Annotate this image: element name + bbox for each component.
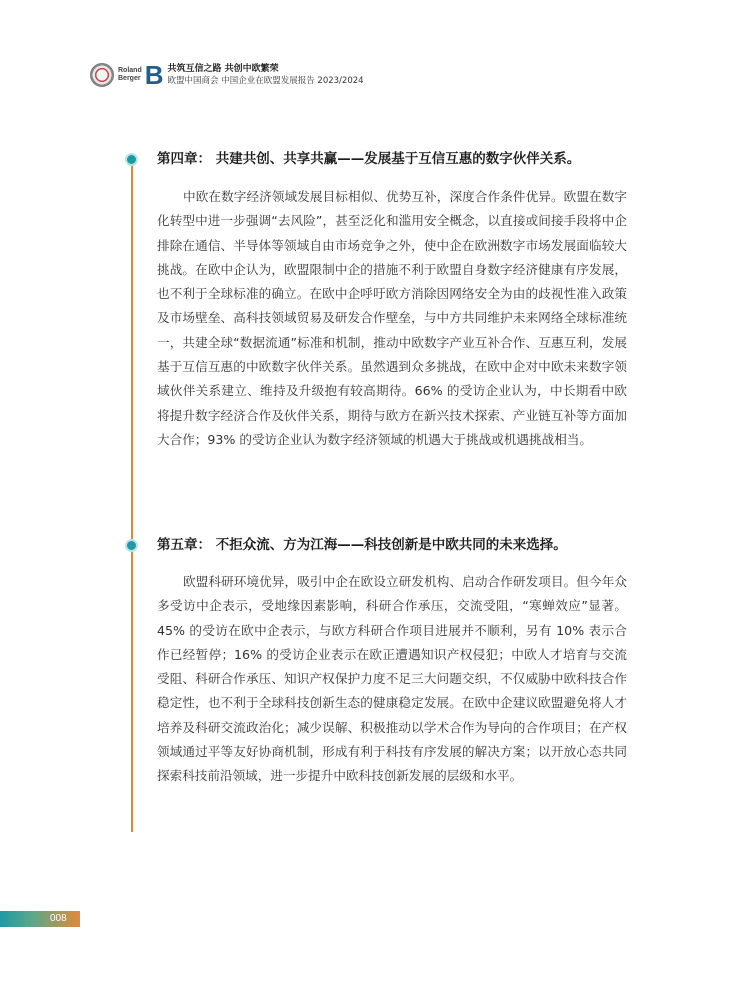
header-titles bbox=[168, 63, 364, 87]
report-slogan: 共筑互信之路 共创中欧繁荣 bbox=[167, 64, 279, 74]
roland-berger-b-logo: B bbox=[144, 60, 164, 90]
chapter-5-paragraph: 欧盟科研环境优异，吸引中企在欧设立研发机构、启动合作研发项目。但今年众多受访中企表示，受地缘因素影响，科研合作承压，交流受阻，“寒蝉效应”显著。45% 的受访在欧中企表示，与欧方科研合作项目进展并不顺利，另有 10% 表示合作已经暂停；16% 的受访企业表示在欧正遭遇知识产权侵犯；中欧人才培育与交流受阻、科研合作承压、知识产权保护力度不足三大问题交织，不仅威胁中欧科技合作稳定性，也不利于全球科技创新生态的健康稳定发展。在欧中企建议欧盟避免将人才培养及科研交流政治化；减少误解、积极推动以学术合作为导向的合作项目；在产权领域通过平等友好协商机制，形成有利于科技有序发展的解决方案；以开放心态共同探索科技前沿领域，进一步提升中欧科技创新发展的层级和水平。 bbox=[157, 574, 627, 784]
chapter-5-bullet-icon bbox=[125, 539, 138, 552]
chamber-seal-logo bbox=[90, 63, 114, 87]
chapter-4-paragraph: 中欧在数字经济领域发展目标相似、优势互补，深度合作条件优异。欧盟在数字化转型中进一步强调“去风险”，甚至泛化和滥用安全概念，以直接或间接手段将中企排除在通信、半导体等领域自由市场竞争之外，使中企在欧洲数字市场发展面临较大挑战。在欧中企认为，欧盟限制中企的措施不利于欧盟自身数字经济健康有序发展，也不利于全球标准的确立。在欧中企呼吁欧方消除因网络安全为由的歧视性准入政策及市场壁垒、高科技领域贸易及研发合作壁垒，与中方共同维护未来网络全球标准统一，共建全球“数据流通”标准和机制，推动中欧数字产业互补合作、互惠互利，发展基于互信互惠的中欧数字伙伴关系。虽然遇到众多挑战，在欧中企对中欧未来数字领域伙伴关系建立、维持及升级抱有较高期待。66% 的受访企业认为，中长期看中欧将提升数字经济合作及伙伴关系，期待与欧方在新兴技术探索、产业链互补等方面加大合作；93% 的受访企业认为数字经济领域的机遇大于挑战或机遇挑战相当。 bbox=[157, 189, 627, 447]
timeline-line bbox=[131, 158, 133, 832]
chapter-5-title: 第五章： 不拒众流、方为江海——科技创新是中欧共同的未来选择。 bbox=[157, 537, 567, 553]
roland-berger-wordmark bbox=[118, 67, 142, 83]
chapter-4-title: 第四章： 共建共创、共享共赢——发展基于互信互惠的数字伙伴关系。 bbox=[157, 151, 581, 167]
page-header bbox=[90, 60, 364, 90]
brand-bottom: Berger bbox=[118, 75, 141, 82]
report-name: 欧盟中国商会 中国企业在欧盟发展报告 2023/2024 bbox=[167, 76, 364, 86]
chapter-4-bullet-icon bbox=[125, 153, 138, 166]
page-number: 008 bbox=[50, 913, 67, 924]
brand-top: Roland bbox=[118, 67, 142, 74]
page-number-badge bbox=[0, 911, 80, 927]
